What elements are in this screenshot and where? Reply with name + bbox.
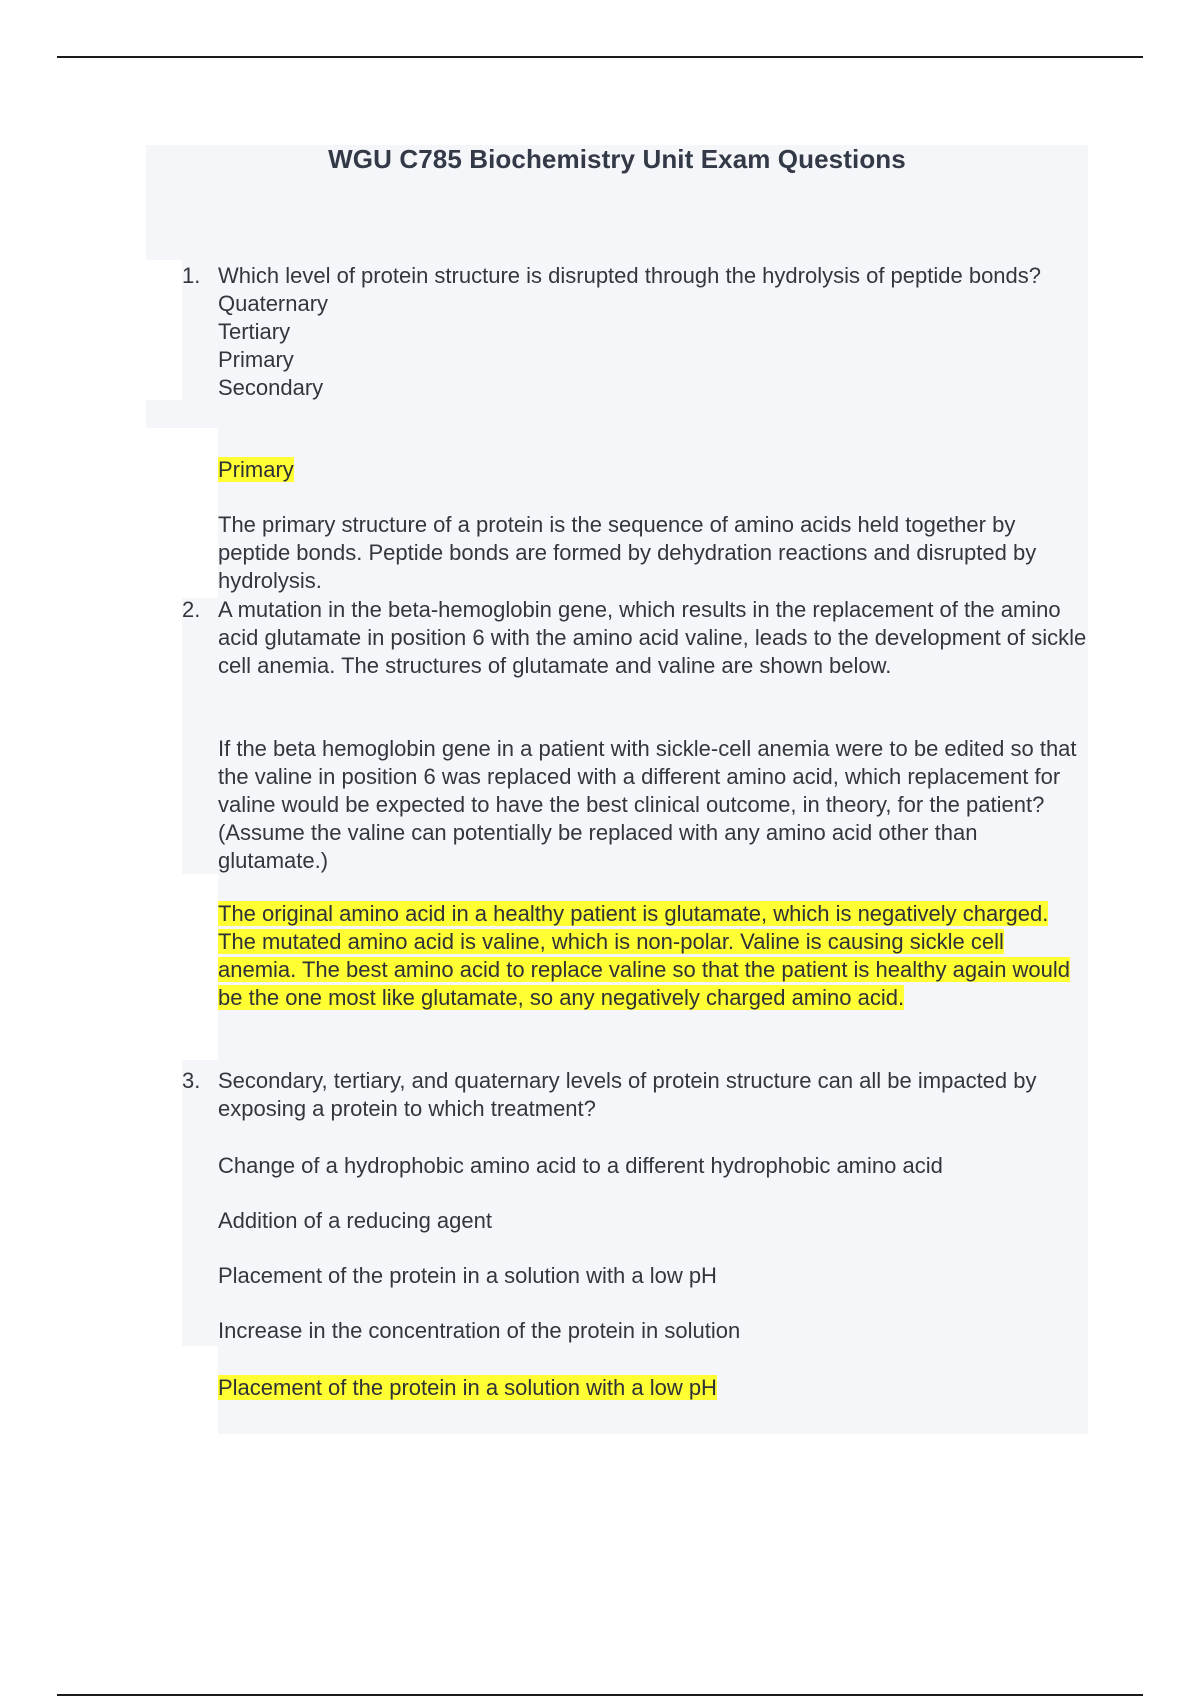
answer-option-block	[218, 1207, 1088, 1235]
answer-option: Addition of a reducing agent	[218, 1208, 492, 1233]
answer-1	[218, 456, 1088, 484]
question-prompt: Secondary, tertiary, and quaternary levels of protein structure can all be impacted by exposing a protein to which treatment?	[218, 1068, 1037, 1121]
answer-option: Secondary	[218, 375, 324, 400]
answer-option: Change of a hydrophobic amino acid to a different hydrophobic amino acid	[218, 1153, 943, 1178]
document-title: WGU C785 Biochemistry Unit Exam Questions	[328, 144, 906, 174]
highlighted-answer: Placement of the protein in a solution with a low pH	[218, 1375, 717, 1400]
top-rule	[57, 56, 1143, 58]
answer-option-block	[218, 1262, 1088, 1290]
question-number: 1.	[182, 263, 201, 288]
question-prompt: Which level of protein structure is disrupted through the hydrolysis of peptide bonds?	[218, 263, 1042, 288]
question-2	[218, 596, 1088, 680]
question-number: 2.	[182, 597, 201, 622]
answer-explanation: The primary structure of a protein is the sequence of amino acids held together by peptide bonds. Peptide bonds are formed by dehydration reactions and disrupted by hydrolysis.	[218, 512, 1037, 593]
question-2-part-2	[218, 735, 1088, 875]
answer-option: Increase in the concentration of the protein in solution	[218, 1318, 741, 1343]
answer-option: Quaternary	[218, 291, 329, 316]
answer-option-block	[218, 1152, 1088, 1180]
bottom-rule	[57, 1694, 1143, 1696]
highlighted-answer: The original amino acid in a healthy patient is glutamate, which is negatively charged. The mutated amino acid is valine, which is non-polar. Valine is causing sickle cell anemia. The best amino acid to replace valine so that the patient is healthy again would be the one most like glutamate, so any negatively charged amino acid.	[218, 901, 1071, 1010]
answer-option-block	[218, 1317, 1088, 1345]
question-1	[218, 262, 1088, 402]
answer-2	[218, 900, 1088, 1012]
question-prompt-continued: If the beta hemoglobin gene in a patient with sickle-cell anemia were to be edited so that the valine in position 6 was replaced with a different amino acid, which replacement for valine would be expected to have the best clinical outcome, in theory, for the patient? (Assume the valine can potentially be replaced with any amino acid other than glutamate.)	[218, 736, 1077, 873]
answer-option: Tertiary	[218, 319, 291, 344]
shaded-region	[182, 598, 218, 874]
question-3	[218, 1067, 1088, 1123]
answer-3	[218, 1374, 1088, 1402]
shaded-region	[146, 400, 182, 428]
highlighted-answer: Primary	[218, 457, 294, 482]
question-number: 3.	[182, 1068, 201, 1093]
question-prompt: A mutation in the beta-hemoglobin gene, which results in the replacement of the amino acid glutamate in position 6 with the amino acid valine, leads to the development of sickle cell anemia. The structures of glutamate and valine are shown below.	[218, 597, 1087, 678]
answer-option: Primary	[218, 347, 294, 372]
answer-option: Placement of the protein in a solution with a low pH	[218, 1263, 717, 1288]
explanation-1	[218, 511, 1088, 595]
